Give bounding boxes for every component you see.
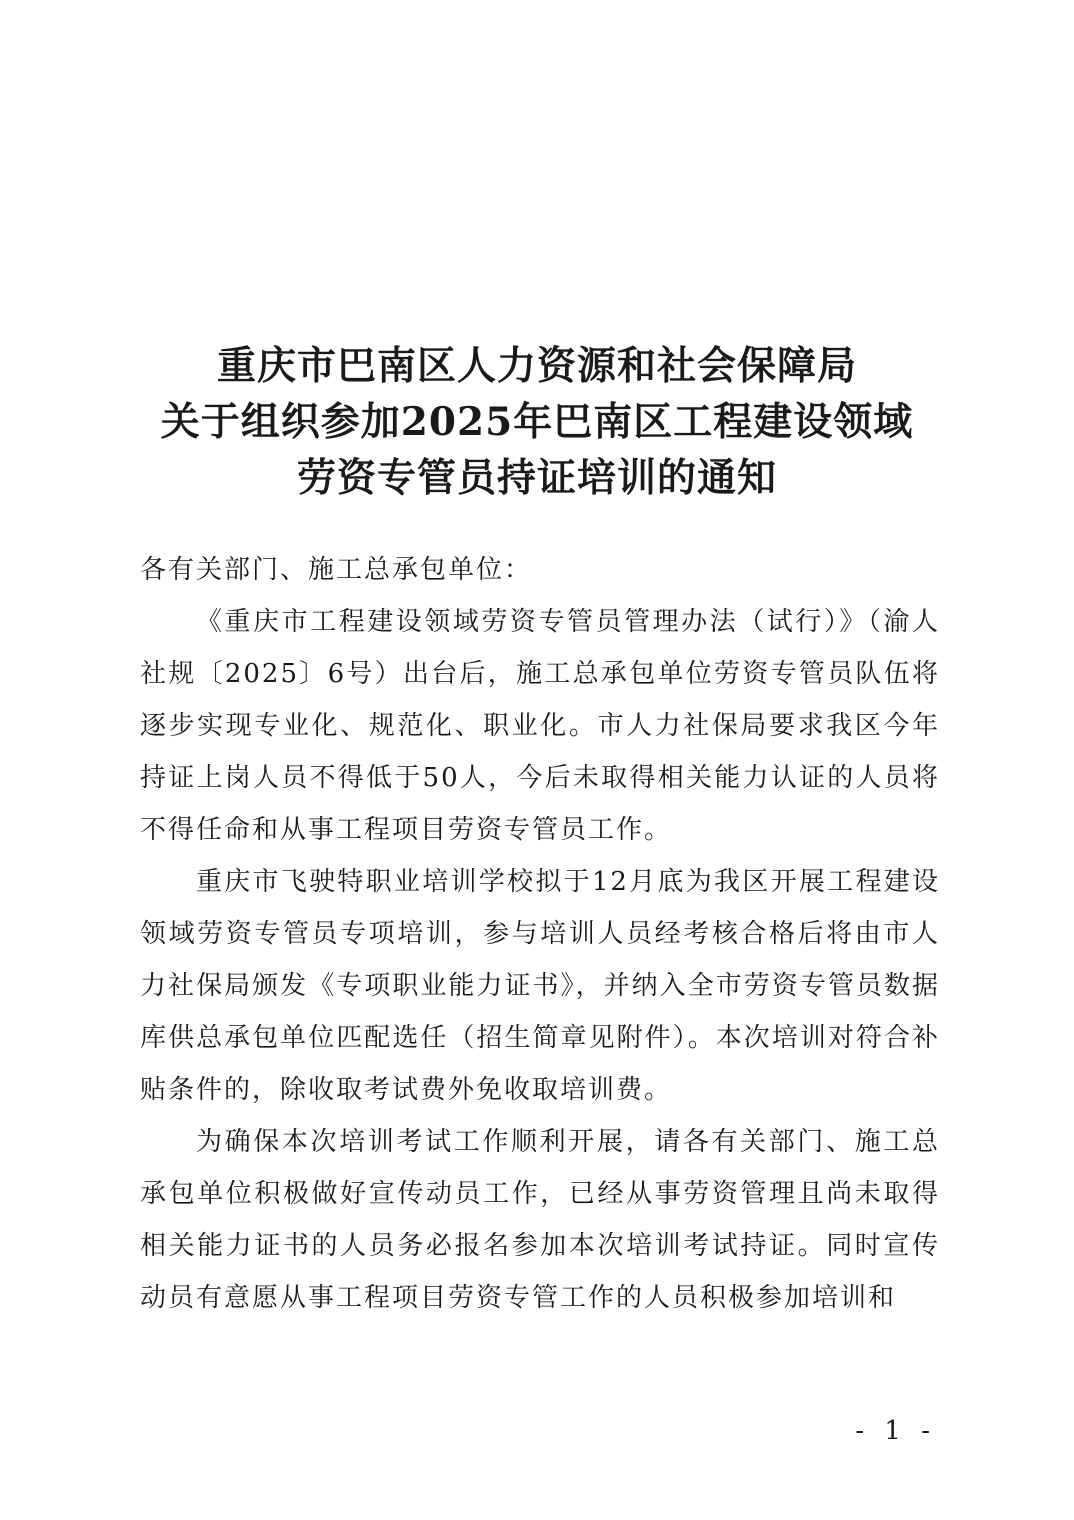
salutation: 各有关部门、施工总承包单位： [140,555,533,585]
document-body [140,544,940,1324]
paragraph-3: 为确保本次培训考试工作顺利开展，请各有关部门、施工总承包单位积极做好宣传动员工作，已经从事劳资管理且尚未取得相关能力证书的人员务必报名参加本次培训考试持证。同时宣传动员有意愿从事工程项目劳资专管工作的人员积极参加培训和 [140,1127,940,1313]
title-line-1: 重庆市巴南区人力资源和社会保障局 [216,343,857,389]
page-number: - 1 - [855,1416,936,1446]
document-title [0,338,1074,506]
title-line-2: 关于组织参加2025年巴南区工程建设领域 [160,399,914,445]
paragraph-2: 重庆市飞驶特职业培训学校拟于12月底为我区开展工程建设领域劳资专管员专项培训，参与培训人员经考核合格后将由市人力社保局颁发《专项职业能力证书》，并纳入全市劳资专管员数据库供总承包单位匹配选任（招生简章见附件）。本次培训对符合补贴条件的，除收取考试费外免收取培训费。 [140,867,940,1105]
title-line-3: 劳资专管员持证培训的通知 [296,455,777,501]
paragraph-1: 《重庆市工程建设领域劳资专管员管理办法（试行）》（渝人社规〔2025〕6号）出台后，施工总承包单位劳资专管员队伍将逐步实现专业化、规范化、职业化。市人力社保局要求我区今年持证上岗人员不得低于50人，今后未取得相关能力认证的人员将不得任命和从事工程项目劳资专管员工作。 [140,607,940,845]
